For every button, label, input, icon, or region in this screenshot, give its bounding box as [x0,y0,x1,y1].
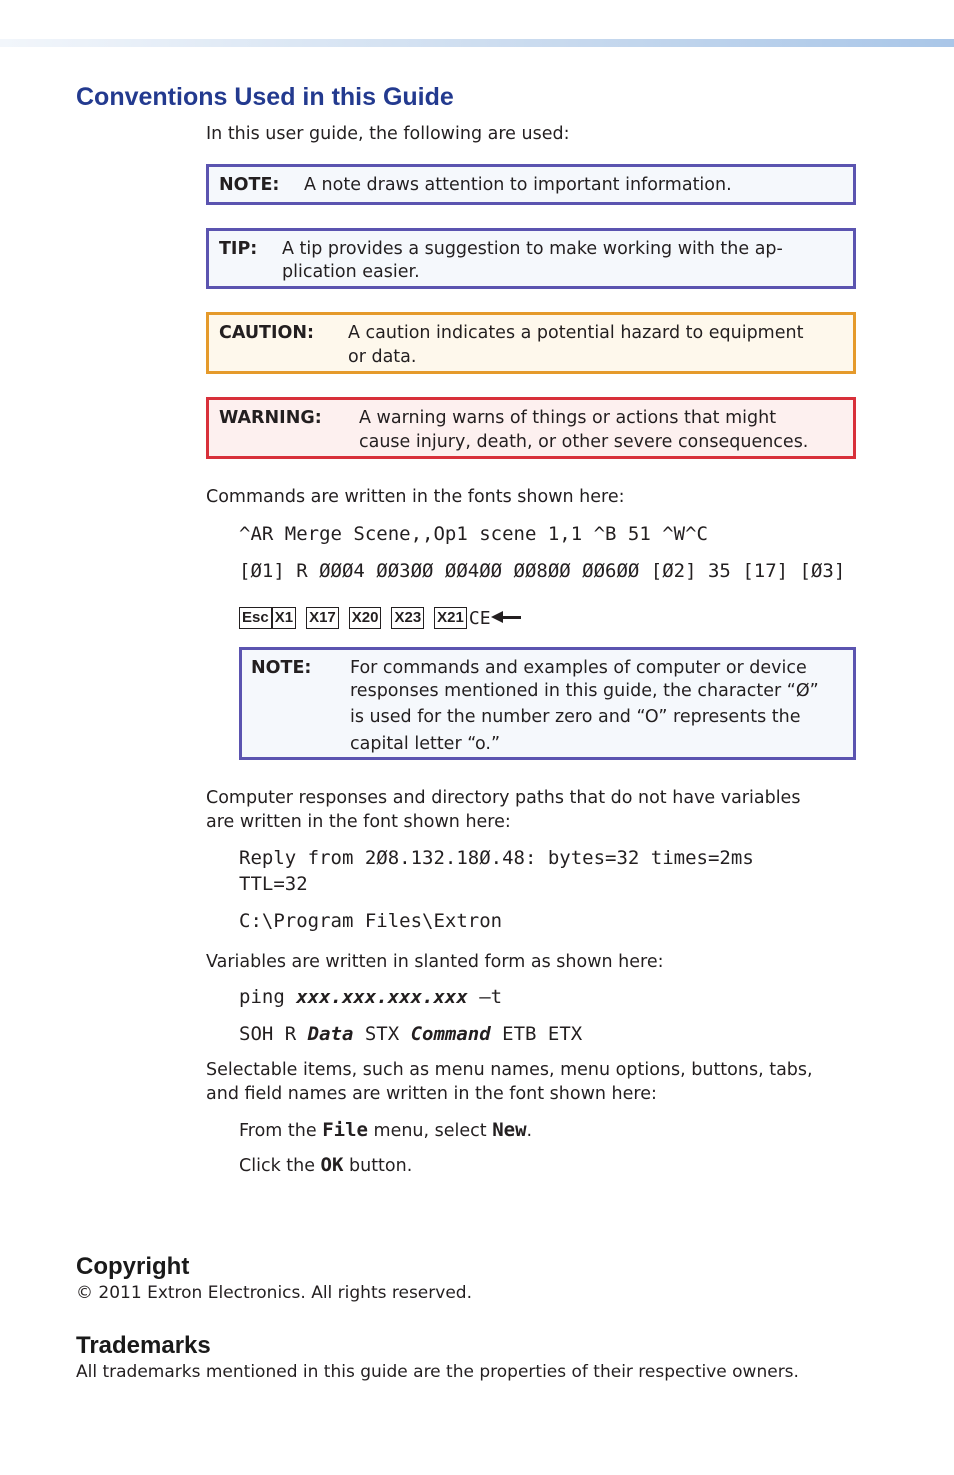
note2-label: NOTE: [251,658,312,678]
sel2-item-ok: OK [320,1154,344,1176]
header-gradient-bar [0,39,954,47]
note2-line1: For commands and examples of computer or device [350,658,807,678]
variables-intro: Variables are written in slanted form as shown here: [206,952,664,972]
var2-mid: STX [353,1023,411,1045]
tip-box [206,228,856,289]
left-arrow-icon [491,608,521,628]
sel2-pre: Click the [239,1156,321,1176]
caution-text-line2: or data. [348,347,417,367]
caution-box [206,312,856,374]
directory-path-example: C:\Program Files\Extron [239,910,503,932]
trademarks-heading: Trademarks [76,1332,211,1359]
command-example-2: [Ø1] R ØØØ4 ØØ3ØØ ØØ4ØØ ØØ8ØØ ØØ6ØØ [Ø2] 35 [17] [Ø3] [239,560,846,582]
note2-line3: is used for the number zero and “O” represents the [350,707,801,727]
var1-variable: xxx.xxx.xxx.xxx [296,986,468,1008]
key-x17: X17 [306,607,339,629]
commands-intro: Commands are written in the fonts shown here: [206,487,625,507]
responses-intro-line2: are written in the font shown here: [206,812,511,832]
tip-label: TIP: [219,239,258,259]
copyright-heading: Copyright [76,1253,190,1280]
caution-text-line1: A caution indicates a potential hazard to equipment [348,323,804,343]
key-x20: X20 [349,607,382,629]
trademarks-text: All trademarks mentioned in this guide are the properties of their respective owners. [76,1362,799,1382]
key-x21: X21 [434,607,467,629]
key-esc: Esc [239,607,272,629]
var2-variable-command: Command [410,1023,491,1045]
section-heading: Conventions Used in this Guide [76,83,454,111]
copyright-text: © 2011 Extron Electronics. All rights reserved. [76,1283,472,1303]
warning-text-line1: A warning warns of things or actions that might [359,408,777,428]
note-label: NOTE: [219,175,280,195]
warning-label: WARNING: [219,408,322,428]
selectable-example-2 [239,1154,412,1178]
intro-text: In this user guide, the following are used: [206,124,570,144]
selectable-intro-line1: Selectable items, such as menu names, menu options, buttons, tabs, [206,1060,813,1080]
var2-variable-data: Data [307,1023,354,1045]
responses-intro-line1: Computer responses and directory paths that do not have variables [206,788,801,808]
variable-example-2 [239,1023,582,1045]
caution-label: CAUTION: [219,323,315,343]
var1-post: —t [467,986,503,1008]
key-x1: X1 [272,607,296,629]
warning-box [206,397,856,459]
response-example-line1: Reply from 2Ø8.132.18Ø.48: bytes=32 times=2ms [239,847,754,869]
sel2-post: button. [343,1156,413,1176]
note2-line2: responses mentioned in this guide, the character “Ø” [350,681,819,701]
response-example-line2: TTL=32 [239,873,308,895]
selectable-example-1 [239,1119,532,1143]
sel1-mid: menu, select [367,1121,493,1141]
var1-pre: ping [239,986,297,1008]
selectable-intro-line2: and field names are written in the font shown here: [206,1084,657,1104]
sel1-post: . [526,1121,533,1141]
tip-text-line1: A tip provides a suggestion to make working with the ap- [282,239,783,259]
tip-text-line2: plication easier. [282,262,420,282]
sel1-pre: From the [239,1121,323,1141]
var2-pre: SOH R [239,1023,308,1045]
note-text: A note draws attention to important information. [304,175,732,195]
key-sequence [239,607,521,629]
sel1-item-new: New [492,1119,527,1141]
sel1-item-file: File [322,1119,368,1141]
variable-example-1 [239,986,502,1008]
key-x23: X23 [391,607,424,629]
note-box-characters [239,647,856,760]
ce-text: CE [468,607,491,629]
note2-line4: capital letter “o.” [350,734,501,754]
command-example-1: ^AR Merge Scene,,Op1 scene 1,1 ^B 51 ^W^C [239,523,708,545]
var2-post: ETB ETX [490,1023,583,1045]
warning-text-line2: cause injury, death, or other severe consequences. [359,432,809,452]
note-box [206,164,856,205]
